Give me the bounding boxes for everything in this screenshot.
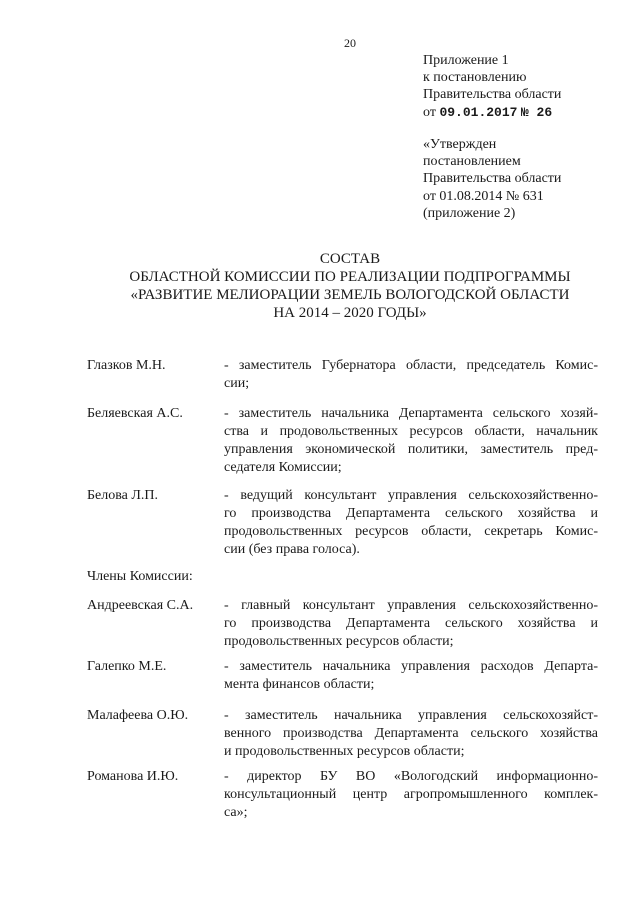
page-number: 20 xyxy=(344,36,356,50)
role-line: го производства Департамента сельского хозяйства и xyxy=(224,506,598,521)
member-role xyxy=(224,597,598,651)
appendix-header xyxy=(423,52,561,121)
approved-line: постановлением xyxy=(423,154,521,170)
heading-line: «РАЗВИТИЕ МЕЛИОРАЦИИ ЗЕМЕЛЬ ВОЛОГОДСКОЙ ОБЛАСТИ xyxy=(130,287,570,303)
heading-line: СОСТАВ xyxy=(319,251,381,267)
member-name: Андреевская С.А. xyxy=(87,598,194,613)
role-line: - заместитель начальника управления сельскохозяйст- xyxy=(224,708,598,723)
approved-line: «Утвержден xyxy=(423,137,497,152)
appendix-date: 09.01.2017 xyxy=(439,104,518,120)
members-heading: Члены Комиссии: xyxy=(87,569,193,584)
appendix-title: Приложение 1 xyxy=(423,53,509,68)
member-name: Глазков М.Н. xyxy=(87,358,166,373)
appendix-authority: Правительства области xyxy=(423,87,562,103)
role-line: седателя Комиссии; xyxy=(224,460,342,475)
approved-block xyxy=(423,136,561,222)
member-name: Белова Л.П. xyxy=(87,488,158,503)
role-line: го производства Департамента сельского хозяйства и xyxy=(224,616,598,631)
approved-line: от 01.08.2014 № 631 xyxy=(423,188,544,204)
member-role xyxy=(224,658,598,694)
appendix-ref: к постановлению xyxy=(423,70,527,86)
role-line: - директор БУ ВО «Вологодский информационно- xyxy=(224,769,598,784)
role-line: - заместитель Губернатора области, председатель Комис- xyxy=(224,358,598,373)
role-line: управления экономической политики, заместитель пред- xyxy=(224,442,598,457)
approved-line: Правительства области xyxy=(423,171,562,187)
appendix-date-line xyxy=(423,104,561,121)
member-name: Романова И.Ю. xyxy=(87,769,179,784)
heading-line: НА 2014 – 2020 ГОДЫ» xyxy=(273,305,427,321)
role-line: продовольственных ресурсов области; xyxy=(224,634,454,649)
member-role xyxy=(224,768,598,822)
role-line: мента финансов области; xyxy=(224,677,375,692)
role-line: ства и продовольственных ресурсов области, начальник xyxy=(224,424,598,439)
role-line: - заместитель начальника управления расходов Департа- xyxy=(224,659,598,674)
member-name: Малафеева О.Ю. xyxy=(87,708,189,723)
role-line: - ведущий консультант управления сельскохозяйственно- xyxy=(224,488,598,503)
approved-line: (приложение 2) xyxy=(423,205,516,221)
role-line: сии (без права голоса). xyxy=(224,542,360,557)
role-line: и продовольственных ресурсов области; xyxy=(224,744,465,759)
role-line: - главный консультант управления сельскохозяйственно- xyxy=(224,598,598,613)
document-heading xyxy=(0,250,640,322)
role-line: сии; xyxy=(224,376,250,391)
member-role xyxy=(224,357,598,393)
role-line: са»; xyxy=(224,805,248,820)
member-role xyxy=(224,707,598,761)
role-line: консультационный центр агропромышленного комплек- xyxy=(224,787,598,802)
member-name: Галепко М.Е. xyxy=(87,659,167,674)
role-line: - заместитель начальника Департамента сельского хозяй- xyxy=(224,406,598,421)
member-role xyxy=(224,487,598,559)
heading-line: ОБЛАСТНОЙ КОМИССИИ ПО РЕАЛИЗАЦИИ ПОДПРОГРАММЫ xyxy=(129,269,571,285)
role-line: продовольственных ресурсов области, секретарь Комис- xyxy=(224,524,598,539)
member-name: Беляевская А.С. xyxy=(87,406,183,421)
member-role xyxy=(224,405,598,477)
role-line: венного производства Департамента сельского хозяйства xyxy=(224,726,598,741)
appendix-number: № 26 xyxy=(520,104,553,120)
appendix-date-prefix: от xyxy=(423,104,436,120)
